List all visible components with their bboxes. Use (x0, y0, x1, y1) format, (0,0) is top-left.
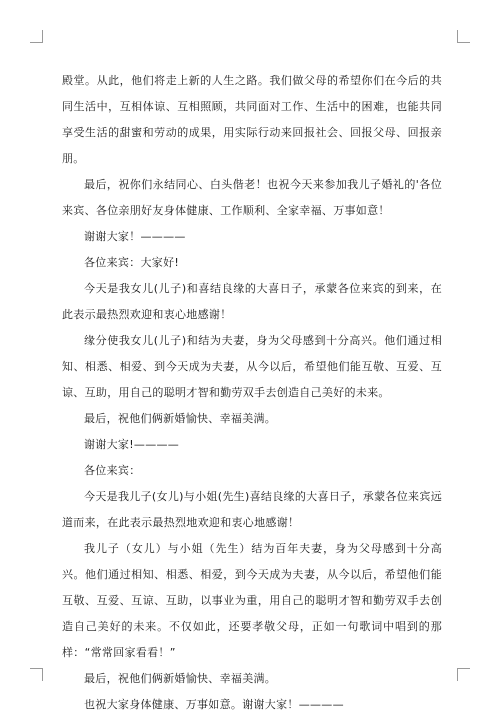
paragraph-4: 各位来宾：大家好! (84, 256, 180, 269)
paragraph-7: 最后，祝他们俩新婚愉快、幸福美满。 (84, 412, 277, 425)
paragraph-8: 谢谢大家!———— (84, 438, 180, 451)
corner-mark-top-left (30, 30, 43, 43)
corner-mark-top-right (457, 30, 470, 43)
paragraph-12: 最后，祝他们俩新婚愉快、幸福美满。 (84, 672, 277, 685)
paragraph-10: 今天是我儿子(女儿)与小姐(先生)喜结良缘的大喜日子，承蒙各位来宾远道而来，在此表示最热烈地欢迎和衷心地感谢！ (62, 490, 442, 529)
paragraph-13: 也祝大家身体健康、万事如意。谢谢大家！———— (84, 698, 344, 711)
paragraph-2: 最后，祝你们永结同心、白头偕老！也祝今天来参加我儿子婚礼的'各位来宾、各位亲朋好友身体健康、工作顺利、全家幸福、万事如意！ (62, 178, 442, 217)
corner-mark-bottom-left (30, 668, 43, 681)
paragraph-5: 今天是我女儿(儿子)和喜结良缘的大喜日子，承蒙各位来宾的到来，在此表示最热烈欢迎和衷心地感谢！ (62, 282, 442, 321)
paragraph-9: 各位来宾： (84, 464, 141, 477)
paragraph-6: 缘分使我女儿(儿子)和结为夫妻，身为父母感到十分高兴。他们通过相知、相悉、相爱、到今天成为夫妻，从今以后，希望他们能互敬、互爱、互谅、互助，用自己的聪明才智和勤劳双手去创造自己美好的未来。 (62, 334, 442, 399)
paragraph-3: 谢谢大家！———— (84, 230, 186, 243)
document-body (62, 68, 442, 718)
paragraph-1: 殿堂。从此，他们将走上新的人生之路。我们做父母的希望你们在今后的共同生活中，互相体谅、互相照顾，共同面对工作、生活中的困难，也能共同享受生活的甜蜜和劳动的成果，用实际行动来回报社会、回报父母、回报亲朋。 (62, 74, 442, 165)
corner-mark-bottom-right (457, 668, 470, 681)
paragraph-11: 我儿子（女儿）与小姐（先生）结为百年夫妻，身为父母感到十分高兴。他们通过相知、相悉、相爱，到今天成为夫妻，从今以后，希望他们能互敬、互爱、互谅、互助，以事业为重，用自己的聪明才智和勤劳双手去创造自己美好的未来。不仅如此，还要孝敬父母，正如一句歌词中唱到的那样：“常常回家看看！” (62, 542, 442, 659)
